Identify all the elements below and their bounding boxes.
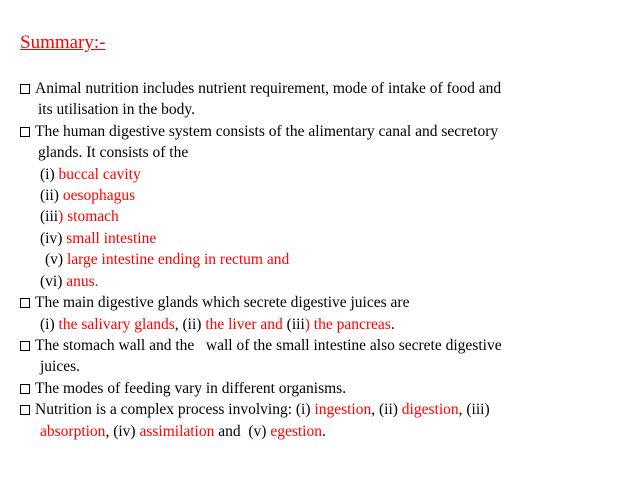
bullet-nutrition-process-cont: absorption, (iv) assimilation and (v) egestion. [40,423,326,440]
bullet-nutrition-process: Nutrition is a complex process involving: (i) ingestion, (ii) digestion, (iii) [20,401,490,419]
square-checkbox-icon [20,405,30,415]
bullet-stomach-wall-cont: juices. [40,358,81,375]
bullet-stomach-wall: The stomach wall and the wall of the small intestine also secrete digestive [20,337,502,355]
bullet-digestive-glands: The main digestive glands which secrete digestive juices are [20,294,409,312]
bullet-modes-of-feeding: The modes of feeding vary in different organisms. [20,380,346,398]
part-small-intestine: (iv) small intestine [40,230,157,247]
part-oesophagus: (ii) oesophagus [40,187,136,204]
summary-title: Summary:- [20,32,106,53]
bullet-nutrition: Animal nutrition includes nutrient requirement, mode of intake of food and [20,80,501,98]
part-large-intestine: (v) large intestine ending in rectum and [45,251,290,268]
square-checkbox-icon [20,298,30,308]
glands-list: (i) the salivary glands, (ii) the liver and (iii) the pancreas. [40,316,395,333]
square-checkbox-icon [20,127,30,137]
part-buccal-cavity: (i) buccal cavity [40,166,141,183]
part-anus: (vi) anus. [40,273,99,290]
bullet-nutrition-cont: its utilisation in the body. [38,101,196,118]
bullet-digestive-system: The human digestive system consists of the alimentary canal and secretory [20,123,498,141]
part-stomach: (iii) stomach [40,208,119,225]
square-checkbox-icon [20,84,30,94]
square-checkbox-icon [20,384,30,394]
bullet-digestive-system-cont: glands. It consists of the [38,144,189,161]
square-checkbox-icon [20,341,30,351]
